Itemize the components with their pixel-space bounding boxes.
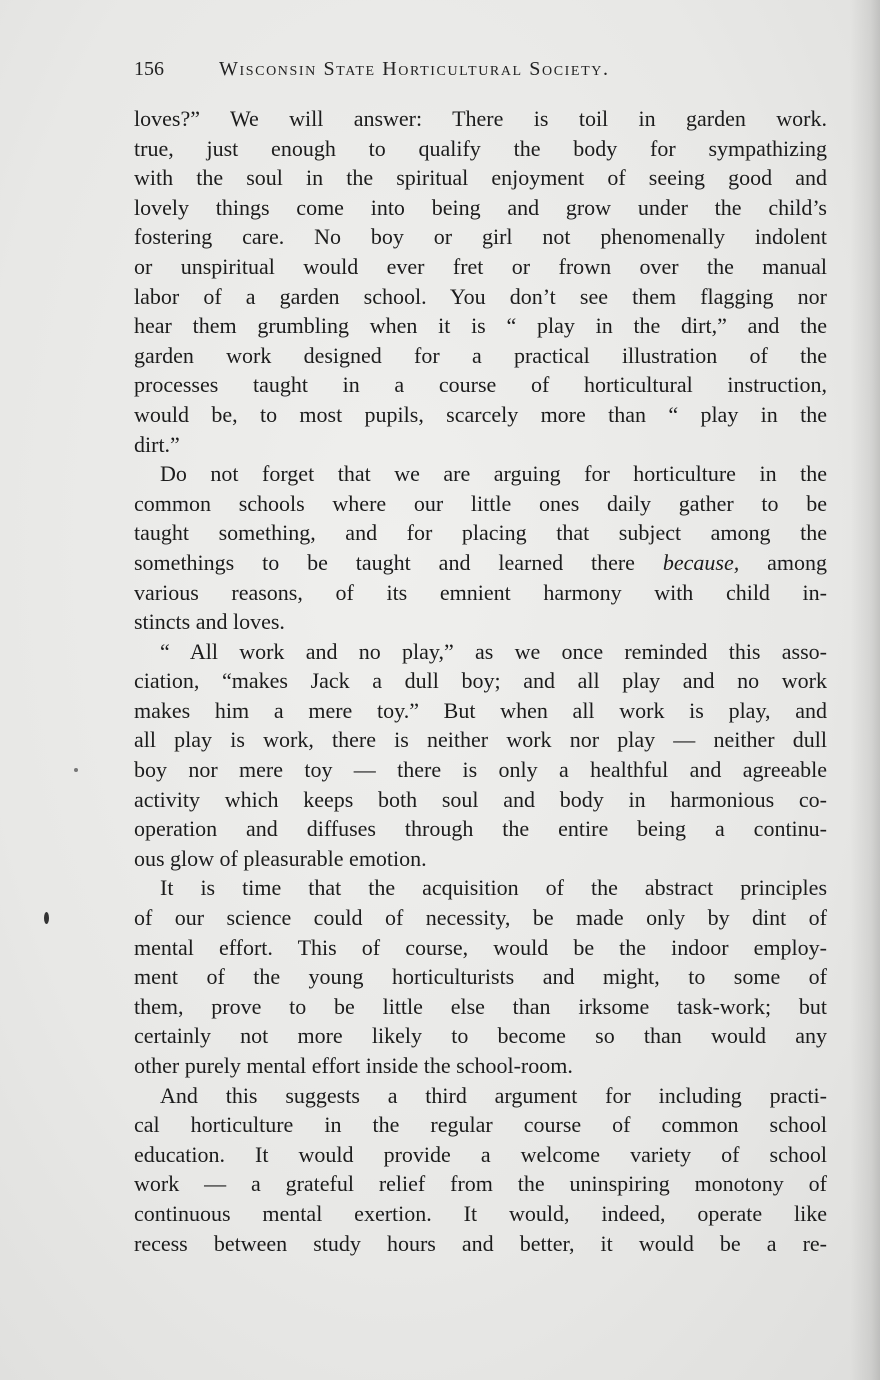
text-line: garden work designed for a practical illustration of the bbox=[134, 342, 827, 368]
running-title: Wisconsin State Horticultural Society. bbox=[219, 58, 610, 80]
text-line: certainly not more likely to become so than would any bbox=[134, 1023, 827, 1049]
text-line: taught something, and for placing that subject among the bbox=[134, 520, 827, 546]
text-segment: among bbox=[739, 549, 827, 575]
text-line: with the soul in the spiritual enjoyment of seeing good and bbox=[134, 165, 827, 191]
text-line-with-emphasis bbox=[134, 548, 827, 578]
text-line: lovely things come into being and grow under the child’s bbox=[134, 194, 827, 220]
text-line: other purely mental effort inside the school-room. bbox=[134, 1053, 573, 1078]
text-line: “ All work and no play,” as we once reminded this asso- bbox=[160, 638, 827, 664]
text-line: of our science could of necessity, be made only by dint of bbox=[134, 905, 827, 931]
text-segment: somethings to be taught and learned there bbox=[134, 549, 663, 575]
text-line: cal horticulture in the regular course of common school bbox=[134, 1112, 827, 1138]
text-line: And this suggests a third argument for including practi- bbox=[160, 1082, 827, 1108]
page-edge-shadow bbox=[850, 0, 880, 1380]
text-line: education. It would provide a welcome variety of school bbox=[134, 1141, 827, 1167]
text-line: ciation, “makes Jack a dull boy; and all play and no work bbox=[134, 668, 827, 694]
text-line: common schools where our little ones daily gather to be bbox=[134, 490, 827, 516]
text-line: mental effort. This of course, would be the indoor employ- bbox=[134, 934, 827, 960]
text-line: them, prove to be little else than irksome task-work; but bbox=[134, 993, 827, 1019]
text-line: all play is work, there is neither work nor play — neither dull bbox=[134, 727, 827, 753]
text-line: ous glow of pleasurable emotion. bbox=[134, 845, 427, 871]
text-line: ment of the young horticulturists and might, to some of bbox=[134, 964, 827, 990]
text-line: stincts and loves. bbox=[134, 609, 285, 635]
ink-speck bbox=[44, 912, 49, 924]
ink-speck bbox=[74, 768, 78, 772]
text-line: or unspiritual would ever fret or frown over the manual bbox=[134, 253, 827, 279]
text-line: hear them grumbling when it is “ play in the dirt,” and the bbox=[134, 313, 827, 339]
text-line: activity which keeps both soul and body in harmonious co- bbox=[134, 786, 827, 812]
text-line: operation and diffuses through the entire being a continu- bbox=[134, 816, 827, 842]
text-line: true, just enough to qualify the body for sympathizing bbox=[134, 135, 827, 161]
text-line: work — a grateful relief from the uninspiring monotony of bbox=[134, 1171, 827, 1197]
text-line: dirt.” bbox=[134, 431, 180, 457]
page-number: 156 bbox=[134, 58, 164, 80]
text-line: processes taught in a course of horticultural instruction, bbox=[134, 372, 827, 398]
text-line: labor of a garden school. You don’t see them flagging nor bbox=[134, 283, 827, 309]
text-line: recess between study hours and better, it would be a re- bbox=[134, 1230, 827, 1256]
text-line: It is time that the acquisition of the abstract principles bbox=[160, 875, 827, 901]
text-line: would be, to most pupils, scarcely more than “ play in the bbox=[134, 401, 827, 427]
text-line: boy nor mere toy — there is only a healthful and agreeable bbox=[134, 757, 827, 783]
text-line: fostering care. No boy or girl not phenomenally indolent bbox=[134, 224, 827, 250]
text-line: loves?” We will answer: There is toil in garden work. bbox=[134, 106, 827, 131]
emphasis-word: because, bbox=[662, 549, 740, 575]
text-line: continuous mental exertion. It would, indeed, operate like bbox=[134, 1200, 827, 1226]
body-text bbox=[134, 104, 827, 1258]
text-line: Do not forget that we are arguing for horticulture in the bbox=[160, 461, 827, 487]
page-header bbox=[134, 56, 834, 82]
text-line: makes him a mere toy.” But when all work is play, and bbox=[134, 697, 827, 723]
text-line: various reasons, of its emnient harmony with child in- bbox=[134, 579, 827, 605]
